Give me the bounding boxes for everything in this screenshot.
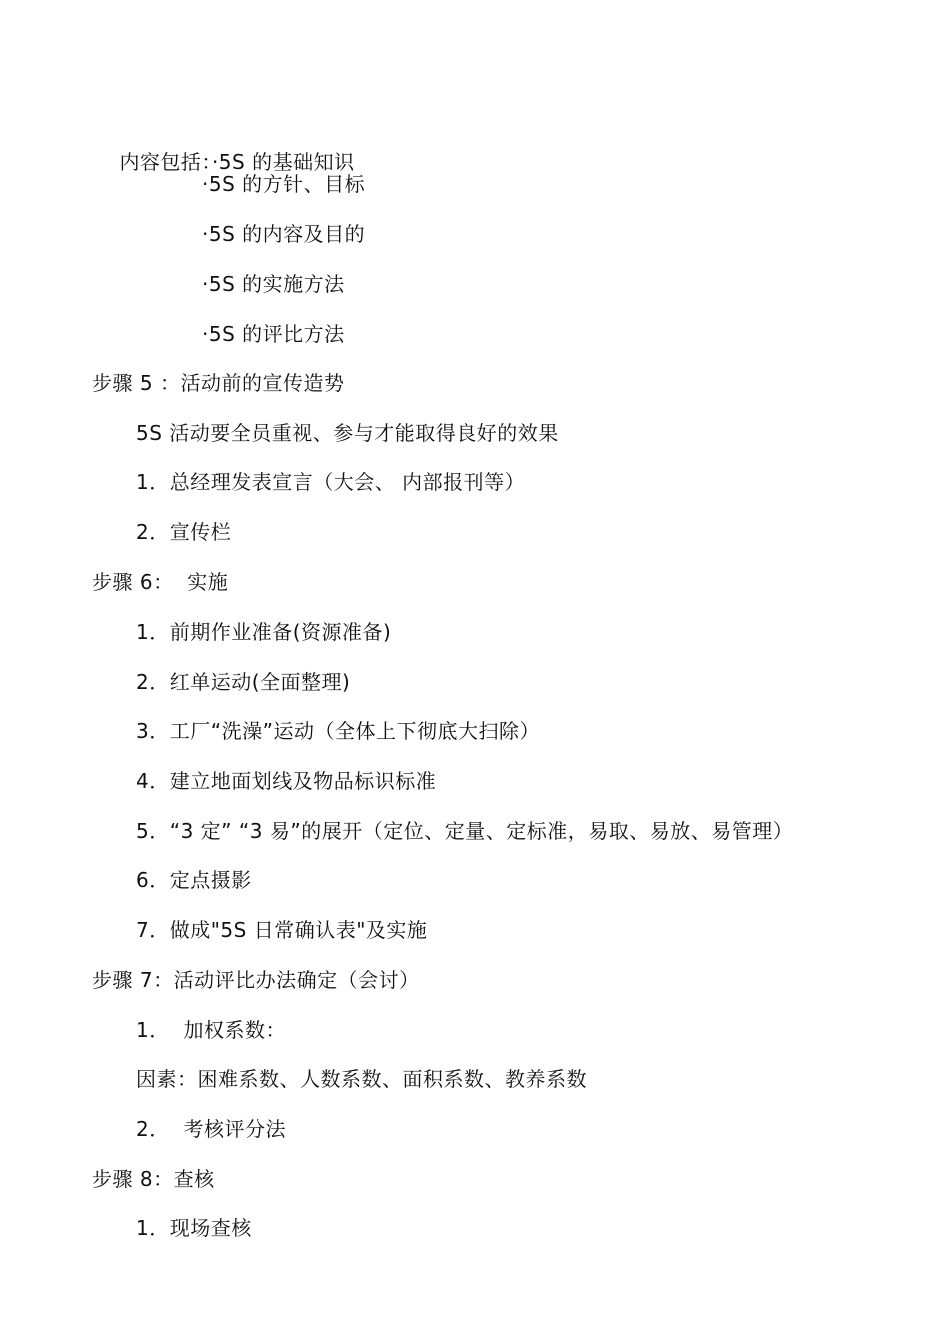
content-item-2: ·5S 的方针、目标: [202, 172, 366, 196]
step6-item-7: 7．做成"5S 日常确认表"及实施: [136, 918, 428, 942]
step6-item-5: 5．“3 定” “3 易”的展开（定位、定量、定标准，易取、易放、易管理）: [136, 819, 794, 843]
step5-intro: 5S 活动要全员重视、参与才能取得良好的效果: [136, 421, 559, 445]
step5-item-1: 1．总经理发表宣言（大会、 内部报刊等）: [136, 470, 526, 494]
step5-heading: 步骤 5 ：活动前的宣传造势: [92, 371, 345, 395]
content-item-5: ·5S 的评比方法: [202, 322, 345, 346]
step7-heading: 步骤 7：活动评比办法确定（会讨）: [92, 968, 420, 992]
step6-heading: 步骤 6： 实施: [92, 570, 229, 594]
step7-factors: 因素：困难系数、人数系数、面积系数、教养系数: [136, 1067, 587, 1091]
step6-item-1: 1．前期作业准备(资源准备): [136, 620, 392, 644]
step6-item-2: 2．红单运动(全面整理): [136, 670, 351, 694]
step8-item-1: 1．现场查核: [136, 1216, 252, 1240]
step7-item-1: 1． 加权系数：: [136, 1018, 286, 1042]
content-item-3: ·5S 的内容及目的: [202, 222, 366, 246]
step6-item-3: 3．工厂“洗澡”运动（全体上下彻底大扫除）: [136, 719, 540, 743]
step6-item-4: 4．建立地面划线及物品标识标准: [136, 769, 437, 793]
content-intro-label: 内容包括：: [119, 150, 212, 174]
step5-item-2: 2．宣传栏: [136, 520, 232, 544]
step8-heading: 步骤 8：查核: [92, 1167, 215, 1191]
content-item-4: ·5S 的实施方法: [202, 272, 345, 296]
step6-item-6: 6．定点摄影: [136, 868, 252, 892]
step7-item-2: 2． 考核评分法: [136, 1117, 286, 1141]
content-item-1: ·5S 的基础知识: [211, 150, 355, 174]
